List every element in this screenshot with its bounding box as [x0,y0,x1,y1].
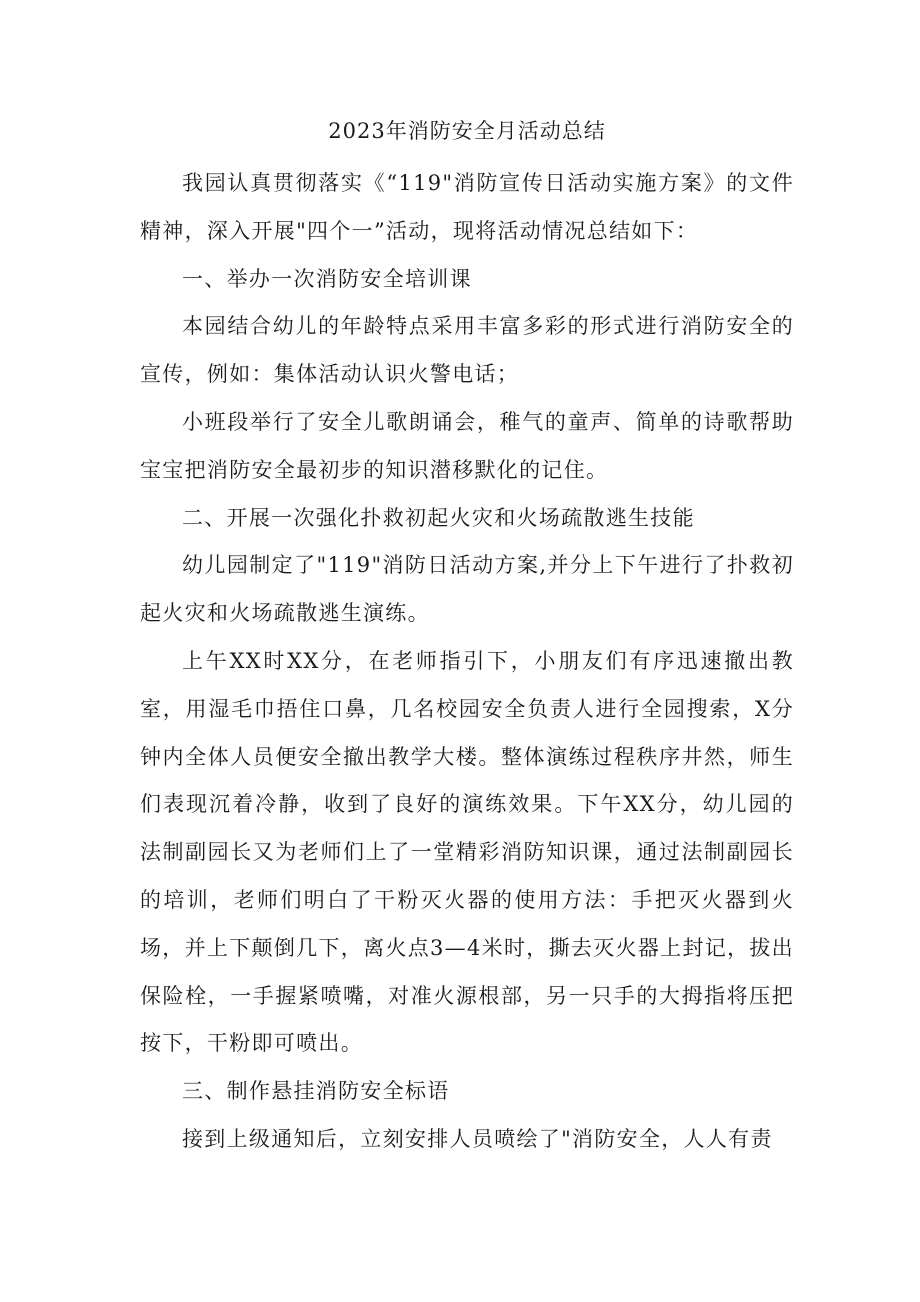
section-1-heading: 一、举办一次消防安全培训课 [182,266,472,291]
section-2-paragraph-2: 上午XX时XX分，在老师指引下，小朋友们有序迅速撤出教室，用湿毛巾捂住口鼻，几名校园安全负责人进行全园搜索，X分钟内全体人员便安全撤出教学大楼。整体演练过程秩序井然，师生们表现沉着冷静，收到了良好的演练效果。下午XX分，幼儿园的法制副园长又为老师们上了一堂精彩消防知识课，通过法制副园长的培训，老师们明白了干粉灭火器的使用方法：手把灭火器到火场，并上下颠倒几下，离火点3—4米时，撕去灭火器上封记，拔出保险栓，一手握紧喷嘴，对准火源根部，另一只手的大拇指将压把按下，干粉即可喷出。 [140,648,794,1056]
section-2-paragraph-1: 幼儿园制定了"119"消防日活动方案,并分上下午进行了扑救初起火灾和火场疏散逃生演练。 [140,553,794,626]
section-3-heading: 三、制作悬挂消防安全标语 [182,1079,450,1104]
section-2-heading: 二、开展一次强化扑救初起火灾和火场疏散逃生技能 [182,505,695,530]
intro-paragraph: 我园认真贯彻落实《“119"消防宣传日活动实施方案》的文件精神，深入开展"四个一”活动，现将活动情况总结如下： [140,171,794,243]
section-3-paragraph-1: 接到上级通知后，立刻安排人员喷绘了"消防安全，人人有责 [182,1126,773,1151]
section-1-paragraph-2: 小班段举行了安全儿歌朗诵会，稚气的童声、简单的诗歌帮助宝宝把消防安全最初步的知识潜移默化的记住。 [140,409,794,482]
section-1-paragraph-1: 本园结合幼儿的年龄特点采用丰富多彩的形式进行消防安全的宣传，例如：集体活动认识火警电话； [140,314,794,387]
document-title: 2023年消防安全月活动总结 [328,119,606,143]
